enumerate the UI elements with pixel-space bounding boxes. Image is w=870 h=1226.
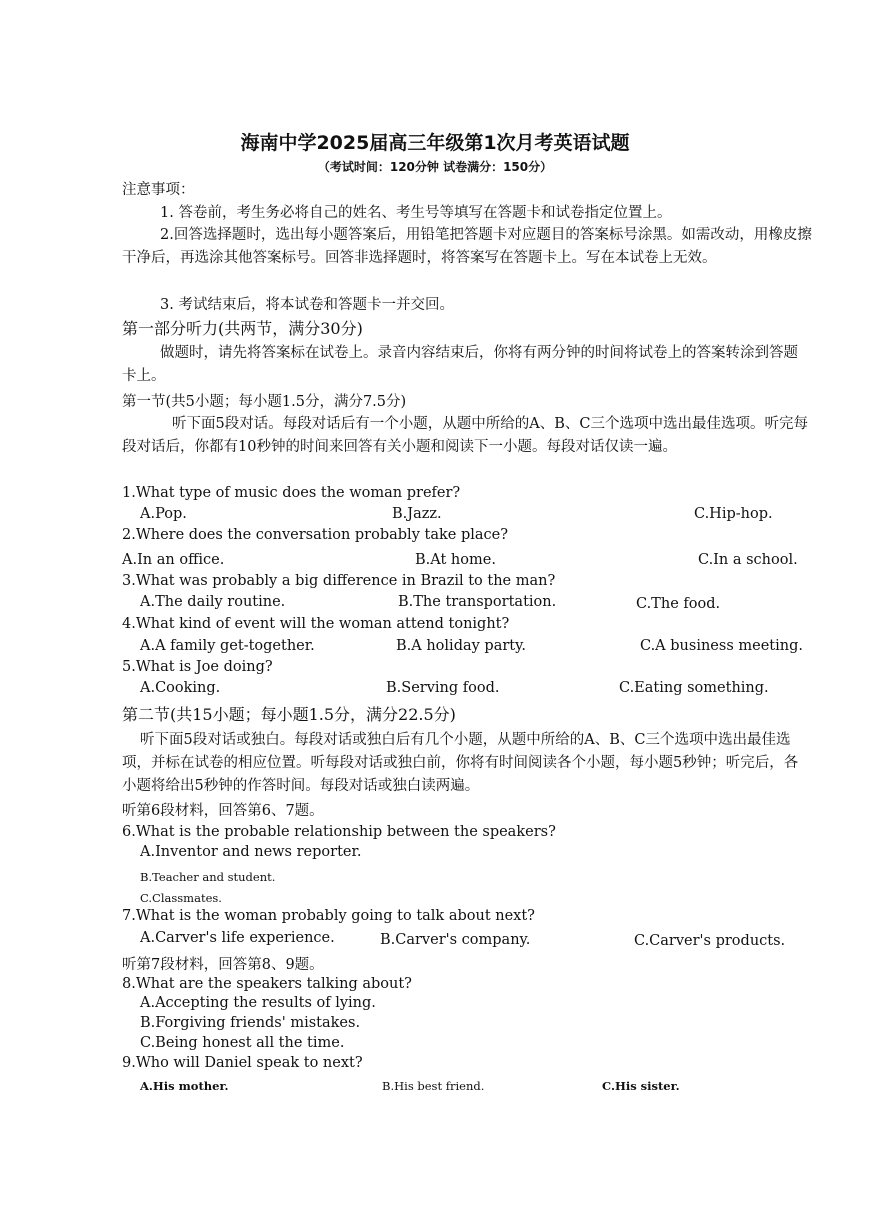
exam-title: 海南中学2025届高三年级第1次月考英语试题 — [240, 132, 630, 154]
question-6-option-a: A.Inventor and news reporter. — [140, 844, 362, 860]
question-2-stem: 2.Where does the conversation probably take place? — [122, 527, 508, 543]
question-2-option-b: B.At home. — [415, 552, 496, 568]
question-3-option-a: A.The daily routine. — [140, 594, 286, 610]
question-3-option-b: B.The transportation. — [398, 594, 557, 610]
question-9-option-c: C.His sister. — [602, 1079, 680, 1093]
question-2-option-c: C.In a school. — [698, 552, 798, 568]
question-7-option-a: A.Carver's life experience. — [140, 930, 335, 946]
question-9-option-b: B.His best friend. — [382, 1079, 485, 1093]
question-9-option-a: A.His mother. — [140, 1079, 229, 1093]
material-7-note: 听第7段材料，回答第8、9题。 — [122, 957, 324, 973]
question-4-option-b: B.A holiday party. — [396, 638, 526, 654]
question-8-stem: 8.What are the speakers talking about? — [122, 976, 412, 992]
section1-heading: 第一节(共5小题；每小题1.5分，满分7.5分) — [122, 394, 407, 410]
question-8-option-a: A.Accepting the results of lying. — [140, 995, 376, 1011]
notice-item-3: 3. 考试结束后，将本试卷和答题卡一并交回。 — [160, 297, 454, 313]
part1-instruction: 做题时，请先将答案标在试卷上。录音内容结束后，你将有两分钟的时间将试卷上的答案转涂到答题卡上。 — [122, 345, 798, 384]
question-6-option-b: B.Teacher and student. — [140, 870, 276, 884]
question-8-option-b: B.Forgiving friends' mistakes. — [140, 1015, 361, 1031]
exam-subtitle: （考试时间：120分钟 试卷满分：150分） — [317, 160, 553, 174]
question-3-stem: 3.What was probably a big difference in Brazil to the man? — [122, 573, 556, 589]
question-2-option-a: A.In an office. — [122, 552, 225, 568]
material-6-note: 听第6段材料，回答第6、7题。 — [122, 803, 324, 819]
question-6-option-c: C.Classmates. — [140, 891, 222, 905]
question-3-option-c: C.The food. — [636, 596, 721, 612]
notice-item-1: 1. 答卷前，考生务必将自己的姓名、考生号等填写在答题卡和试卷指定位置上。 — [160, 205, 672, 221]
notice-item-2: 2.回答选择题时，选出每小题答案后，用铅笔把答题卡对应题目的答案标号涂黑。如需改动，用橡皮擦干净后，再选涂其他答案标号。回答非选择题时，将答案写在答题卡上。写在本试卷上无效。 — [122, 227, 812, 266]
question-6-stem: 6.What is the probable relationship between the speakers? — [122, 824, 556, 840]
question-4-stem: 4.What kind of event will the woman attend tonight? — [122, 616, 510, 632]
question-7-option-c: C.Carver's products. — [634, 933, 786, 949]
question-7-option-b: B.Carver's company. — [380, 932, 531, 948]
question-4-option-a: A.A family get-together. — [140, 638, 315, 654]
section2-instruction: 听下面5段对话或独白。每段对话或独白后有几个小题，从题中所给的A、B、C三个选项中选出最佳选项，并标在试卷的相应位置。听每段对话或独白前，你将有时间阅读各个小题，每小题5秒钟；听完后，各小题将给出5秒钟的作答时间。每段对话或独白读两遍。 — [122, 732, 799, 794]
question-1-option-b: B.Jazz. — [392, 506, 442, 522]
question-5-option-c: C.Eating something. — [619, 680, 769, 696]
question-5-option-a: A.Cooking. — [140, 680, 221, 696]
part1-heading: 第一部分听力(共两节，满分30分) — [122, 319, 363, 338]
section1-instruction: 听下面5段对话。每段对话后有一个小题，从题中所给的A、B、C三个选项中选出最佳选项。听完每段对话后，你都有10秒钟的时间来回答有关小题和阅读下一小题。每段对话仅读一遍。 — [122, 416, 808, 455]
question-1-stem: 1.What type of music does the woman prefer? — [122, 485, 461, 501]
notice-heading: 注意事项： — [122, 182, 195, 198]
question-4-option-c: C.A business meeting. — [640, 638, 803, 654]
question-9-stem: 9.Who will Daniel speak to next? — [122, 1055, 363, 1071]
question-8-option-c: C.Being honest all the time. — [140, 1035, 345, 1051]
question-7-stem: 7.What is the woman probably going to talk about next? — [122, 908, 535, 924]
question-5-option-b: B.Serving food. — [386, 680, 500, 696]
question-1-option-a: A.Pop. — [140, 506, 187, 522]
section2-heading: 第二节(共15小题；每小题1.5分，满分22.5分) — [122, 705, 456, 724]
question-5-stem: 5.What is Joe doing? — [122, 659, 273, 675]
question-1-option-c: C.Hip-hop. — [694, 506, 773, 522]
